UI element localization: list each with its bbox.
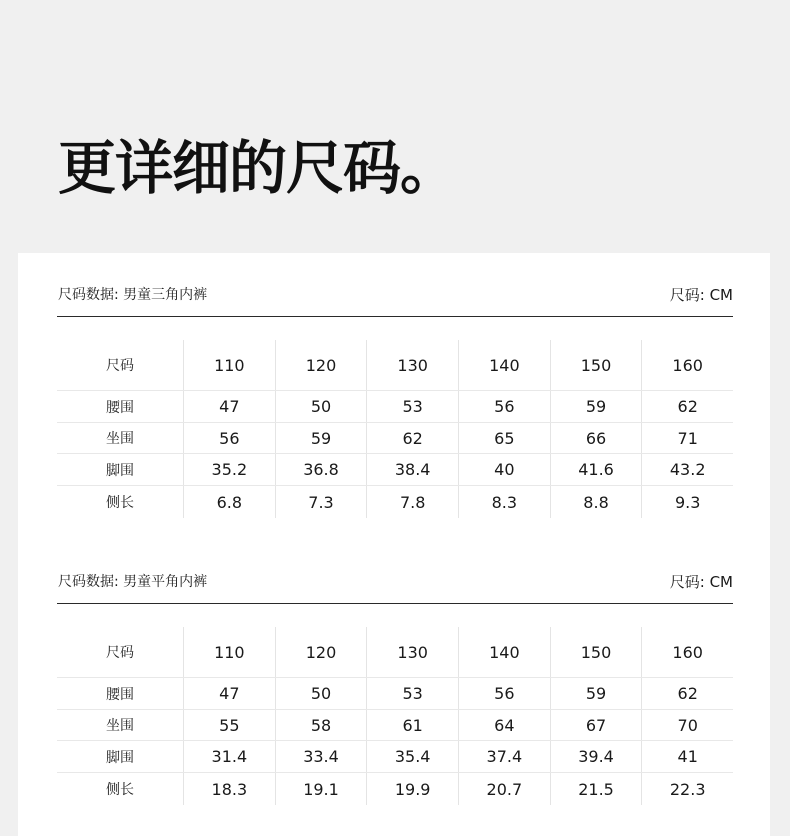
size-cell: 110 [183,627,275,677]
size-table [57,627,733,805]
row-label: 坐围 [106,718,134,734]
hip-cell: 66 [550,423,642,453]
size-cell: 160 [641,627,733,677]
row-label: 腰围 [106,399,134,416]
size-cell: 160 [641,340,733,390]
leg-opening-cell: 35.2 [183,454,275,485]
unit-label: 尺码: CM [669,286,733,304]
boxers-size-table [57,567,733,807]
size-cell: 150 [550,340,642,390]
side-length-row [57,772,733,805]
side-length-cell: 9.3 [641,486,733,518]
side-length-cell: 21.5 [550,773,642,805]
leg-opening-cell: 35.4 [366,741,458,772]
leg-opening-cell: 43.2 [641,454,733,485]
hip-row [57,422,733,453]
leg-opening-cell: 39.4 [550,741,642,772]
row-label: 脚围 [106,462,134,479]
waist-row [57,677,733,709]
size-row [57,627,733,677]
size-cell: 130 [366,627,458,677]
hip-cell: 67 [550,710,642,740]
waist-cell: 59 [550,391,642,422]
side-length-cell: 19.1 [275,773,367,805]
side-length-cell: 7.3 [275,486,367,518]
row-label: 侧长 [106,495,134,511]
waist-cell: 59 [550,678,642,709]
size-cell: 130 [366,340,458,390]
waist-cell: 47 [183,678,275,709]
size-cell: 140 [458,627,550,677]
waist-cell: 47 [183,391,275,422]
leg-opening-row [57,453,733,485]
size-cell: 150 [550,627,642,677]
side-length-cell: 8.3 [458,486,550,518]
size-cell: 120 [275,627,367,677]
hip-cell: 71 [641,423,733,453]
hip-cell: 65 [458,423,550,453]
hip-cell: 59 [275,423,367,453]
waist-row [57,390,733,422]
side-length-cell: 8.8 [550,486,642,518]
leg-opening-row [57,740,733,772]
waist-cell: 56 [458,391,550,422]
size-row [57,340,733,390]
side-length-cell: 6.8 [183,486,275,518]
row-label: 腰围 [106,686,134,703]
leg-opening-cell: 37.4 [458,741,550,772]
hip-row [57,709,733,740]
header-divider [57,603,733,604]
size-cell: 140 [458,340,550,390]
hip-cell: 58 [275,710,367,740]
hip-cell: 56 [183,423,275,453]
side-length-row [57,485,733,518]
hip-cell: 62 [366,423,458,453]
table-caption: 尺码数据: 男童三角内裤 [58,287,208,303]
leg-opening-cell: 41.6 [550,454,642,485]
row-label: 坐围 [106,431,134,447]
waist-cell: 50 [275,678,367,709]
size-cell: 110 [183,340,275,390]
leg-opening-cell: 41 [641,741,733,772]
briefs-size-table [57,280,733,520]
side-length-cell: 22.3 [641,773,733,805]
hip-cell: 64 [458,710,550,740]
size-cell: 120 [275,340,367,390]
page-title: 更详细的尺码。 [58,134,458,202]
row-label: 尺码 [106,358,134,374]
row-label: 脚围 [106,749,134,766]
header-divider [57,316,733,317]
waist-cell: 53 [366,391,458,422]
row-label: 侧长 [106,782,134,798]
leg-opening-cell: 40 [458,454,550,485]
side-length-cell: 19.9 [366,773,458,805]
leg-opening-cell: 38.4 [366,454,458,485]
leg-opening-cell: 36.8 [275,454,367,485]
unit-label: 尺码: CM [669,573,733,591]
table-caption: 尺码数据: 男童平角内裤 [58,574,208,590]
waist-cell: 62 [641,678,733,709]
waist-cell: 53 [366,678,458,709]
waist-cell: 56 [458,678,550,709]
hip-cell: 70 [641,710,733,740]
leg-opening-cell: 33.4 [275,741,367,772]
waist-cell: 50 [275,391,367,422]
leg-opening-cell: 31.4 [183,741,275,772]
size-table [57,340,733,518]
hip-cell: 55 [183,710,275,740]
row-label: 尺码 [106,645,134,661]
side-length-cell: 20.7 [458,773,550,805]
waist-cell: 62 [641,391,733,422]
side-length-cell: 7.8 [366,486,458,518]
hip-cell: 61 [366,710,458,740]
side-length-cell: 18.3 [183,773,275,805]
